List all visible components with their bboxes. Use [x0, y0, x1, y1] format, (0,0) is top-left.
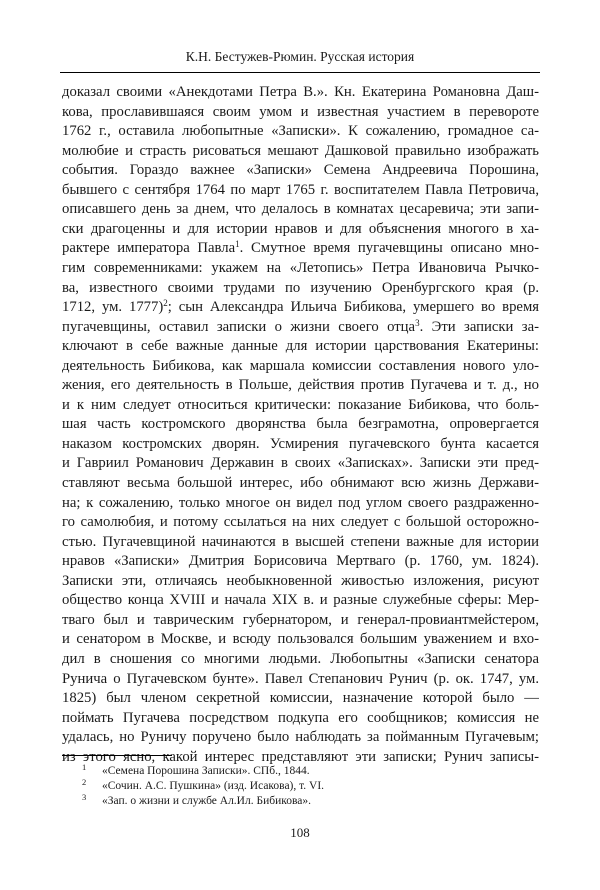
text-line: удалась, но Руничу поручено было наблюдать за пойманным Пугачевым;	[62, 729, 539, 746]
text-line: ставляют весьма большой интерес, ибо обнимают всю жизнь Держави-	[62, 475, 539, 491]
footnote-item: 2 «Сочин. А.С. Пушкина» (изд. Исакова), т. VI.	[82, 777, 325, 792]
text-line: ва, известного своими трудами по изучению Оренбургского края (р.	[62, 279, 539, 296]
text-line: наказом костромских дворян. Усмирения пугачевского бунта касается	[62, 435, 539, 452]
text-line: и к ним следует относиться критически: показание Бибикова, что боль-	[62, 396, 539, 413]
text-line: 1762 г., оставила любопытные «Записки». К сожалению, громадное са-	[62, 123, 539, 140]
text-line: стью. Пугачевщиной начинаются в высшей степени важные для истории	[62, 533, 539, 550]
page-number: 108	[290, 825, 310, 840]
footnote-rule	[62, 755, 172, 756]
text-line: ски драгоценны и для истории нравов и для объяснения многого в ха-	[62, 220, 539, 237]
text-line: и Гавриил Романович Державин в своих «Записках». Записки эти пред-	[62, 455, 539, 472]
footnote-text: «Сочин. А.С. Пушкина» (изд. Исакова), т. VI.	[102, 780, 325, 792]
footnote-ref-1: 1	[235, 239, 240, 250]
footnote-text: «Зап. о жизни и службе Ал.Ил. Бибикова».	[102, 795, 311, 807]
text-line: Рунича о Пугачевском бунте». Павел Степанович Рунич (р. ок. 1747, ум.	[62, 670, 539, 687]
text-line: Записки эти, отличаясь необыкновенной живостью изложения, рисуют	[62, 572, 539, 589]
text-line: бывшего с сентября 1764 по март 1765 г. воспитателем Павла Петровича,	[62, 181, 539, 198]
text-line: шая часть костромского дворянства была безграмотна, опровергается	[62, 416, 539, 433]
running-header: К.Н. Бестужев-Рюмин. Русская история	[185, 49, 415, 64]
text-line: из этого ясно, какой интерес представляют эти записки; Рунич записы-	[62, 748, 539, 765]
text-line: описавшего день за днем, что делалось в комнатах цесаревича; эти запи-	[62, 201, 539, 218]
text-line: молюбие и страсть рисоваться мешают Дашковой правильно изображать	[62, 142, 539, 159]
text-line: 1712, ум. 1777)$^2$; сын Александра Ильича Бибикова, умершего во время	[62, 298, 539, 316]
text-line: общество конца XVIII и начала XIX в. и разные служебные сферы: Мер-	[62, 592, 539, 609]
text-line: дил в сношения со многими людьми. Любопытны «Записки сенатора	[62, 651, 539, 667]
text-line: жения, его деятельность в Польше, действия против Пугачева и т. д., но	[62, 377, 539, 394]
text-line: рактере императора Павла$^1$. Смутное время пугачевщины описано мно-	[62, 239, 539, 257]
footnote-text: «Семена Порошина Записки». СПб., 1844.	[102, 765, 310, 777]
footnote-item: 3 «Зап. о жизни и службе Ал.Ил. Бибикова».	[82, 792, 311, 807]
text-line: и сенатором в Москве, и всюду пользовался большим уважением и вхо-	[62, 631, 539, 648]
text-line: на; к сожалению, только многое он видел под углом своего раздраженно-	[62, 494, 539, 511]
text-line: доказал своими «Анекдотами Петра В.». Кн. Екатерина Романовна Даш-	[62, 84, 539, 100]
text-line: деятельность Бибикова, как маршала комиссии составления нового уло-	[62, 357, 539, 374]
header-rule	[60, 72, 540, 73]
footnote-item: 1 «Семена Порошина Записки». СПб., 1844.	[82, 762, 310, 777]
footnote-ref-2: 2	[163, 298, 168, 309]
text-line: кова, прославившаяся своим умом и известная участием в перевороте	[62, 103, 539, 120]
text-line: гим современниками: укажем на «Летопись» Петра Ивановича Рычко-	[62, 260, 539, 276]
text-line: пугачевщины, оставил записки о жизни своего отца$^3$. Эти записки за-	[62, 317, 539, 335]
footnote-ref-3: 3	[415, 317, 420, 328]
text-line: нравов «Записки» Дмитрия Борисовича Мертваго (р. 1760, ум. 1824).	[62, 553, 539, 570]
text-line: го самолюбия, и потому ссылаться на них следует с большой осторожно-	[62, 514, 539, 531]
text-line: поймать Пугачева посредством подкупа его сообщников; комиссия не	[62, 709, 539, 726]
text-line: ключают в себе важные данные для истории царствования Екатерины:	[62, 338, 539, 355]
text-line: 1825) был членом секретной комиссии, назначение которой было —	[62, 690, 539, 707]
text-line: тваго был и таврическим губернатором, и генерал-провиантмейстером,	[62, 611, 539, 628]
text-line: события. Гораздо важнее «Записки» Семена Андреевича Порошина,	[62, 162, 539, 179]
